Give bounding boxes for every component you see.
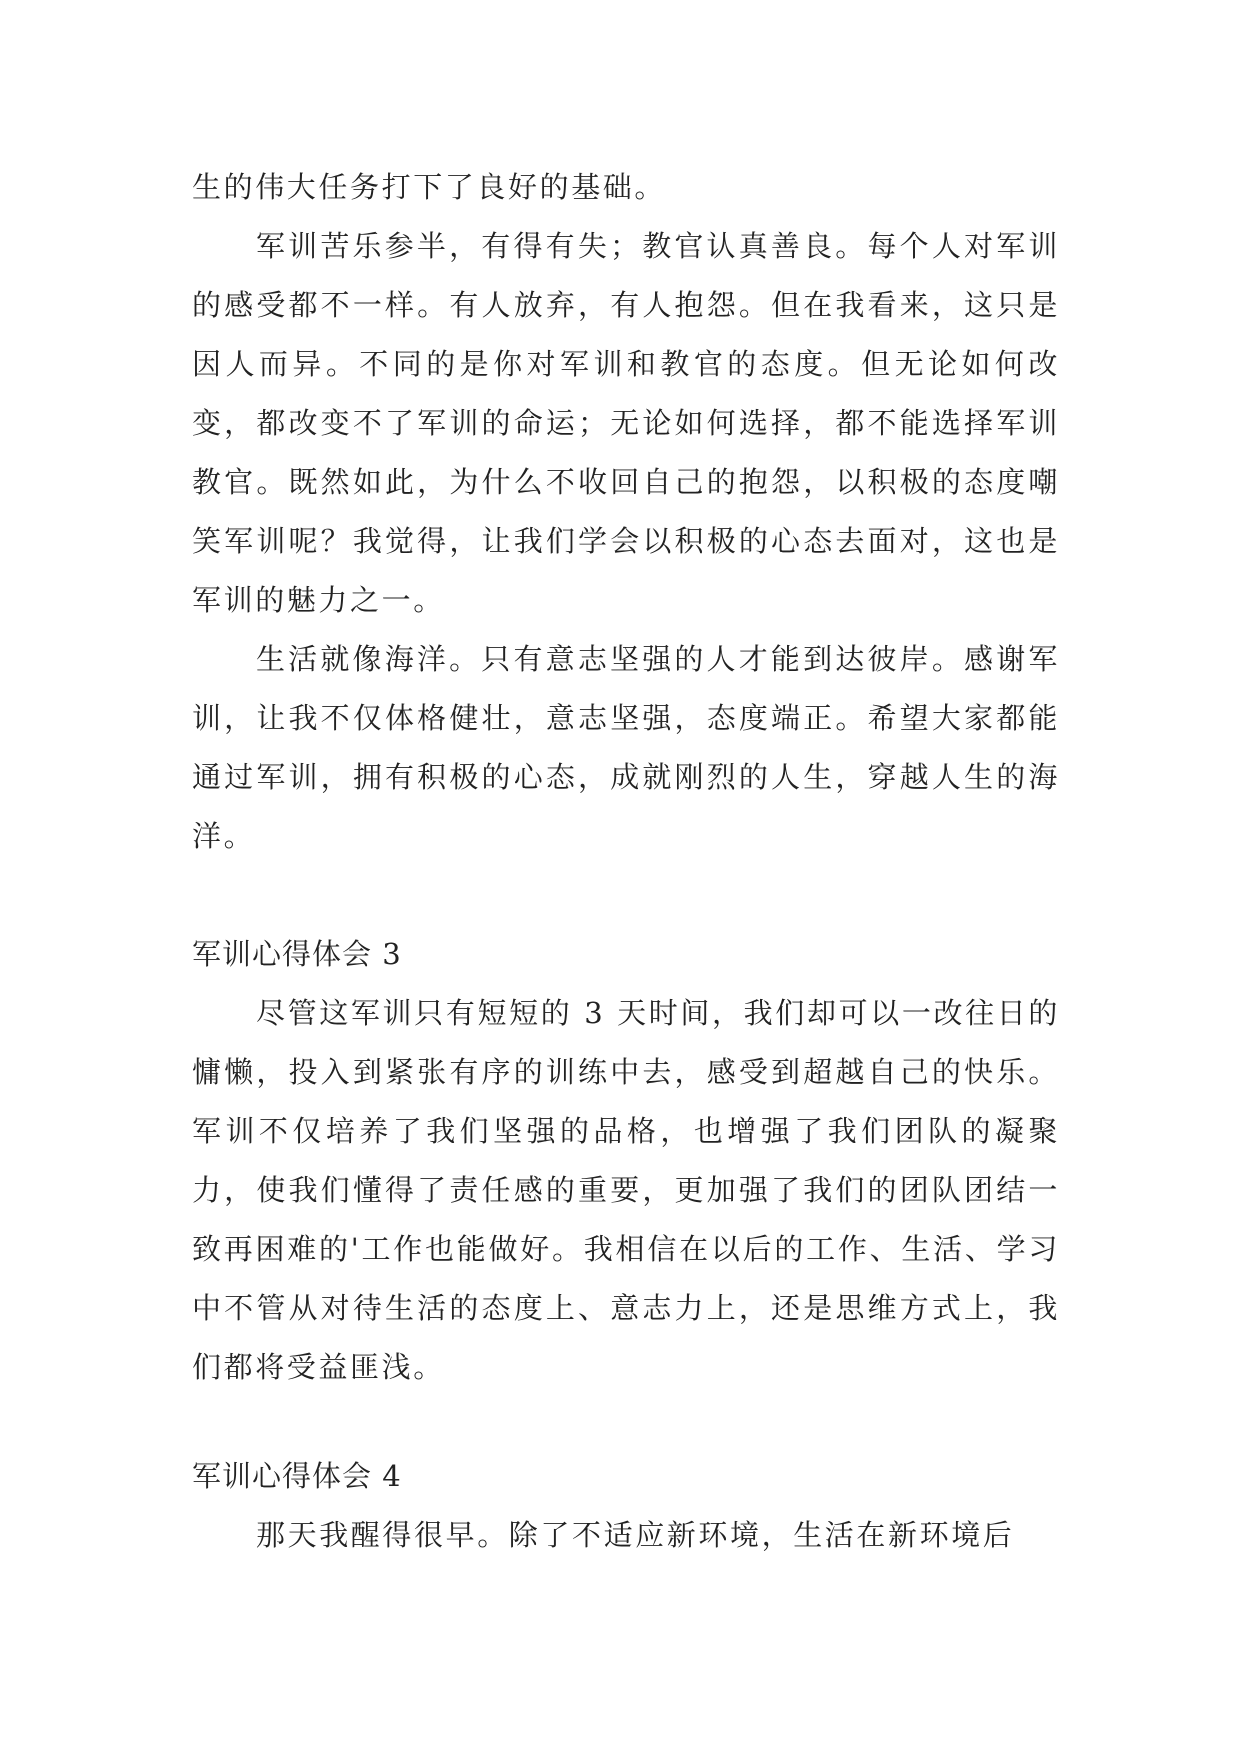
- document-body: [192, 158, 1060, 1565]
- paragraph-woke-early: 那天我醒得很早。除了不适应新环境，生活在新环境后: [256, 1518, 1015, 1552]
- paragraph-life-like-ocean: 生活就像海洋。只有意志坚强的人才能到达彼岸。感谢军训，让我不仅体格健壮，意志坚强，态度端正。希望大家都能通过军训，拥有积极的心态，成就刚烈的人生，穿越人生的海洋。: [192, 642, 1060, 853]
- paragraph-continuation: 生的伟大任务打下了良好的基础。: [192, 170, 667, 204]
- section-gap: [192, 1397, 1060, 1447]
- section-gap: [192, 866, 1060, 925]
- section-heading-4: 军训心得体会 4: [192, 1459, 402, 1493]
- section-heading-3: 军训心得体会 3: [192, 937, 402, 971]
- paragraph-military-training-feelings: 军训苦乐参半，有得有失；教官认真善良。每个人对军训的感受都不一样。有人放弃，有人抱怨。但在我看来，这只是因人而异。不同的是你对军训和教官的态度。但无论如何改变，都改变不了军训的命运；无论如何选择，都不能选择军训教官。既然如此，为什么不收回自己的抱怨，以积极的态度嘲笑军训呢？我觉得，让我们学会以积极的心态去面对，这也是军训的魅力之一。: [192, 229, 1060, 617]
- paragraph-three-days-training: 尽管这军训只有短短的 3 天时间，我们却可以一改往日的慵懒，投入到紧张有序的训练中去，感受到超越自己的快乐。军训不仅培养了我们坚强的品格，也增强了我们团队的凝聚力，使我们懂得了责任感的重要，更加强了我们的团队团结一致再困难的'工作也能做好。我相信在以后的工作、生活、学习中不管从对待生活的态度上、意志力上，还是思维方式上，我们都将受益匪浅。: [192, 996, 1060, 1384]
